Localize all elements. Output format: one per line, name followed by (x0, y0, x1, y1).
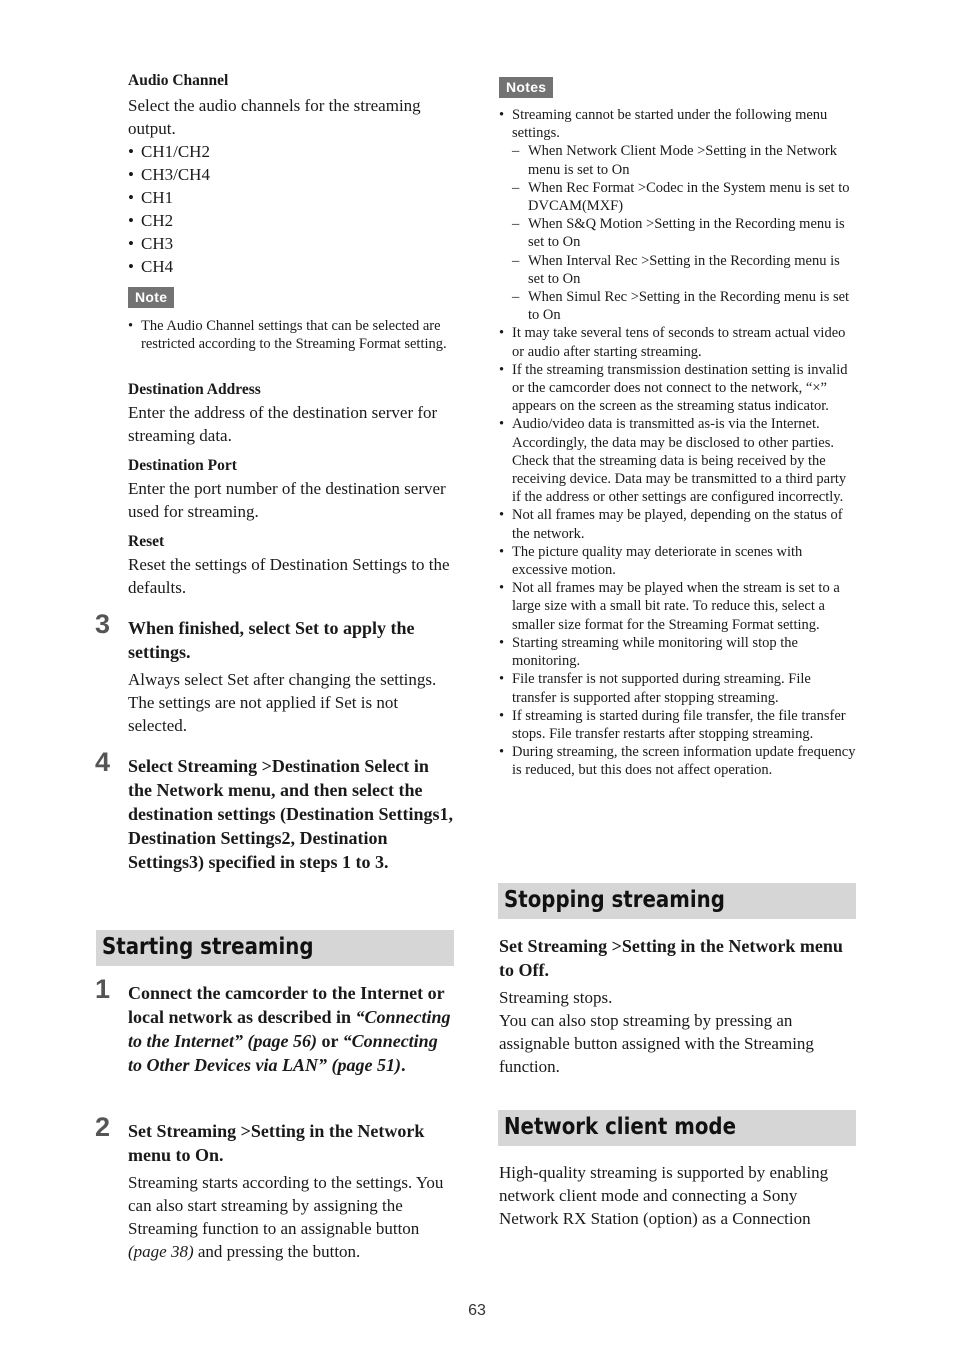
notes-list (499, 106, 857, 780)
stopping-block (499, 934, 857, 1078)
list-item: • CH3 (128, 232, 456, 255)
list-item: • CH1/CH2 (128, 140, 456, 163)
destination-address-block (128, 380, 456, 447)
destination-port-description: Enter the port number of the destination server used for streaming. (128, 479, 446, 521)
note-item: • It may take several tens of seconds to stream actual video or audio after starting streaming. (499, 324, 857, 360)
condition-item: – When Interval Rec >Setting in the Recording menu is set to On (512, 252, 857, 288)
note-item: • Not all frames may be played, depending on the status of the network. (499, 506, 857, 542)
section-title: Starting streaming (102, 934, 314, 960)
audio-channel-heading: Audio Channel (128, 72, 229, 89)
step-number: 1 (95, 974, 111, 1004)
reset-description: Reset the settings of Destination Settings to the defaults. (128, 555, 450, 597)
note-item: • If streaming is started during file transfer, the file transfer stops. File transfer restarts after stopping streaming. (499, 707, 857, 743)
section-heading-network-client-mode (498, 1110, 856, 1146)
step-number: 2 (95, 1112, 111, 1142)
step-text: . (400, 1055, 406, 1075)
stopping-result: Streaming stops. (499, 988, 613, 1007)
condition-item: – When S&Q Motion >Setting in the Recording menu is set to On (512, 215, 857, 251)
note-item: • The picture quality may deteriorate in scenes with excessive motion. (499, 543, 857, 579)
step-title: Set Streaming >Setting in the Network menu to On. (128, 1121, 425, 1165)
destination-address-description: Enter the address of the destination server for streaming data. (128, 403, 438, 445)
stopping-body: You can also stop streaming by pressing an assignable button assigned with the Streaming function. (499, 1011, 814, 1076)
starting-step-1-block (128, 981, 456, 1077)
step-number: 4 (95, 747, 111, 777)
condition-item: – When Network Client Mode >Setting in the Network menu is set to On (512, 142, 857, 178)
destination-address-heading: Destination Address (128, 381, 261, 398)
page-reference-link[interactable]: (page 38) (128, 1242, 194, 1261)
stopping-instruction: Set Streaming >Setting in the Network menu to Off. (499, 936, 843, 980)
list-item: • CH3/CH4 (128, 163, 456, 186)
step-3-block (128, 616, 456, 737)
cross-reference-link[interactable]: “Connecting to the Internet” (page 56) (128, 1007, 451, 1051)
audio-channel-block (128, 71, 456, 278)
condition-list (512, 142, 857, 324)
step-body: Always select Set after changing the settings. The settings are not applied if Set is not selected. (128, 670, 437, 735)
step-text: Connect the camcorder to the Internet or local network as described in (128, 983, 445, 1027)
note-item: • If the streaming transmission destination setting is invalid or the camcorder does not connect to the network, “×” appears on the screen as the streaming status indicator. (499, 361, 857, 416)
condition-item: – When Rec Format >Codec in the System menu is set to DVCAM(MXF) (512, 179, 857, 215)
destination-port-heading: Destination Port (128, 457, 237, 474)
audio-channel-description: Select the audio channels for the streaming output. (128, 96, 421, 138)
note-item (499, 106, 857, 324)
list-item: • CH2 (128, 209, 456, 232)
step-text: or (317, 1031, 343, 1051)
step-body (128, 1171, 456, 1263)
note-item: • During streaming, the screen information update frequency is reduced, but this does not affect operation. (499, 743, 857, 779)
audio-channel-options (128, 140, 456, 278)
note-item: • Not all frames may be played when the stream is set to a large size with a small bit rate. To reduce this, select a smaller size format for the Streaming Format setting. (499, 579, 857, 634)
note-item: • File transfer is not supported during streaming. File transfer is supported after stopping streaming. (499, 670, 857, 706)
step-4-block (128, 754, 456, 874)
note-list (128, 317, 456, 353)
list-item: • CH1 (128, 186, 456, 209)
page-number: 63 (468, 1302, 486, 1319)
step-title (128, 981, 456, 1077)
step-title: Select Streaming >Destination Select in the Network menu, and then select the destination settings (Destination Settings1, Destination Settings2, Destination Settings3) specified in steps 1 to 3. (128, 756, 454, 872)
section-title: Network client mode (504, 1114, 736, 1140)
cross-reference-link[interactable]: “Connecting to Other Devices via LAN” (page 51) (128, 1031, 438, 1075)
note-item: • Audio/video data is transmitted as-is via the Internet. Accordingly, the data may be disclosed to other parties. Check that the streaming data is being received by the receiving device. Data may be transmitted to a third party if the address or other settings are configured incorrectly. (499, 415, 857, 506)
section-heading-starting-streaming (96, 930, 454, 966)
note-tag: Note (128, 287, 174, 308)
destination-port-block (128, 456, 456, 523)
note-item: • Starting streaming while monitoring will stop the monitoring. (499, 634, 857, 670)
step-title: When finished, select Set to apply the settings. (128, 618, 415, 662)
network-client-body: High-quality streaming is supported by enabling network client mode and connecting a Sony Network RX Station (option) as a Connection (499, 1163, 829, 1228)
reset-block (128, 532, 456, 599)
list-item: • CH4 (128, 255, 456, 278)
step-number: 3 (95, 609, 111, 639)
section-heading-stopping-streaming (498, 883, 856, 919)
section-title: Stopping streaming (504, 887, 725, 913)
network-client-block (499, 1161, 857, 1230)
starting-step-2-block (128, 1119, 456, 1263)
step-text: Streaming starts according to the settings. You can also start streaming by assigning the Streaming function to an assignable button (128, 1173, 444, 1238)
condition-item: – When Simul Rec >Setting in the Recording menu is set to On (512, 288, 857, 324)
reset-heading: Reset (128, 533, 165, 550)
step-text: and pressing the button. (193, 1242, 361, 1261)
notes-tag: Notes (499, 77, 553, 98)
note-text: Streaming cannot be started under the following menu settings. (512, 107, 828, 142)
notes-block (499, 106, 857, 780)
note-text: • The Audio Channel settings that can be selected are restricted according to the Streaming Format setting. (128, 317, 456, 353)
